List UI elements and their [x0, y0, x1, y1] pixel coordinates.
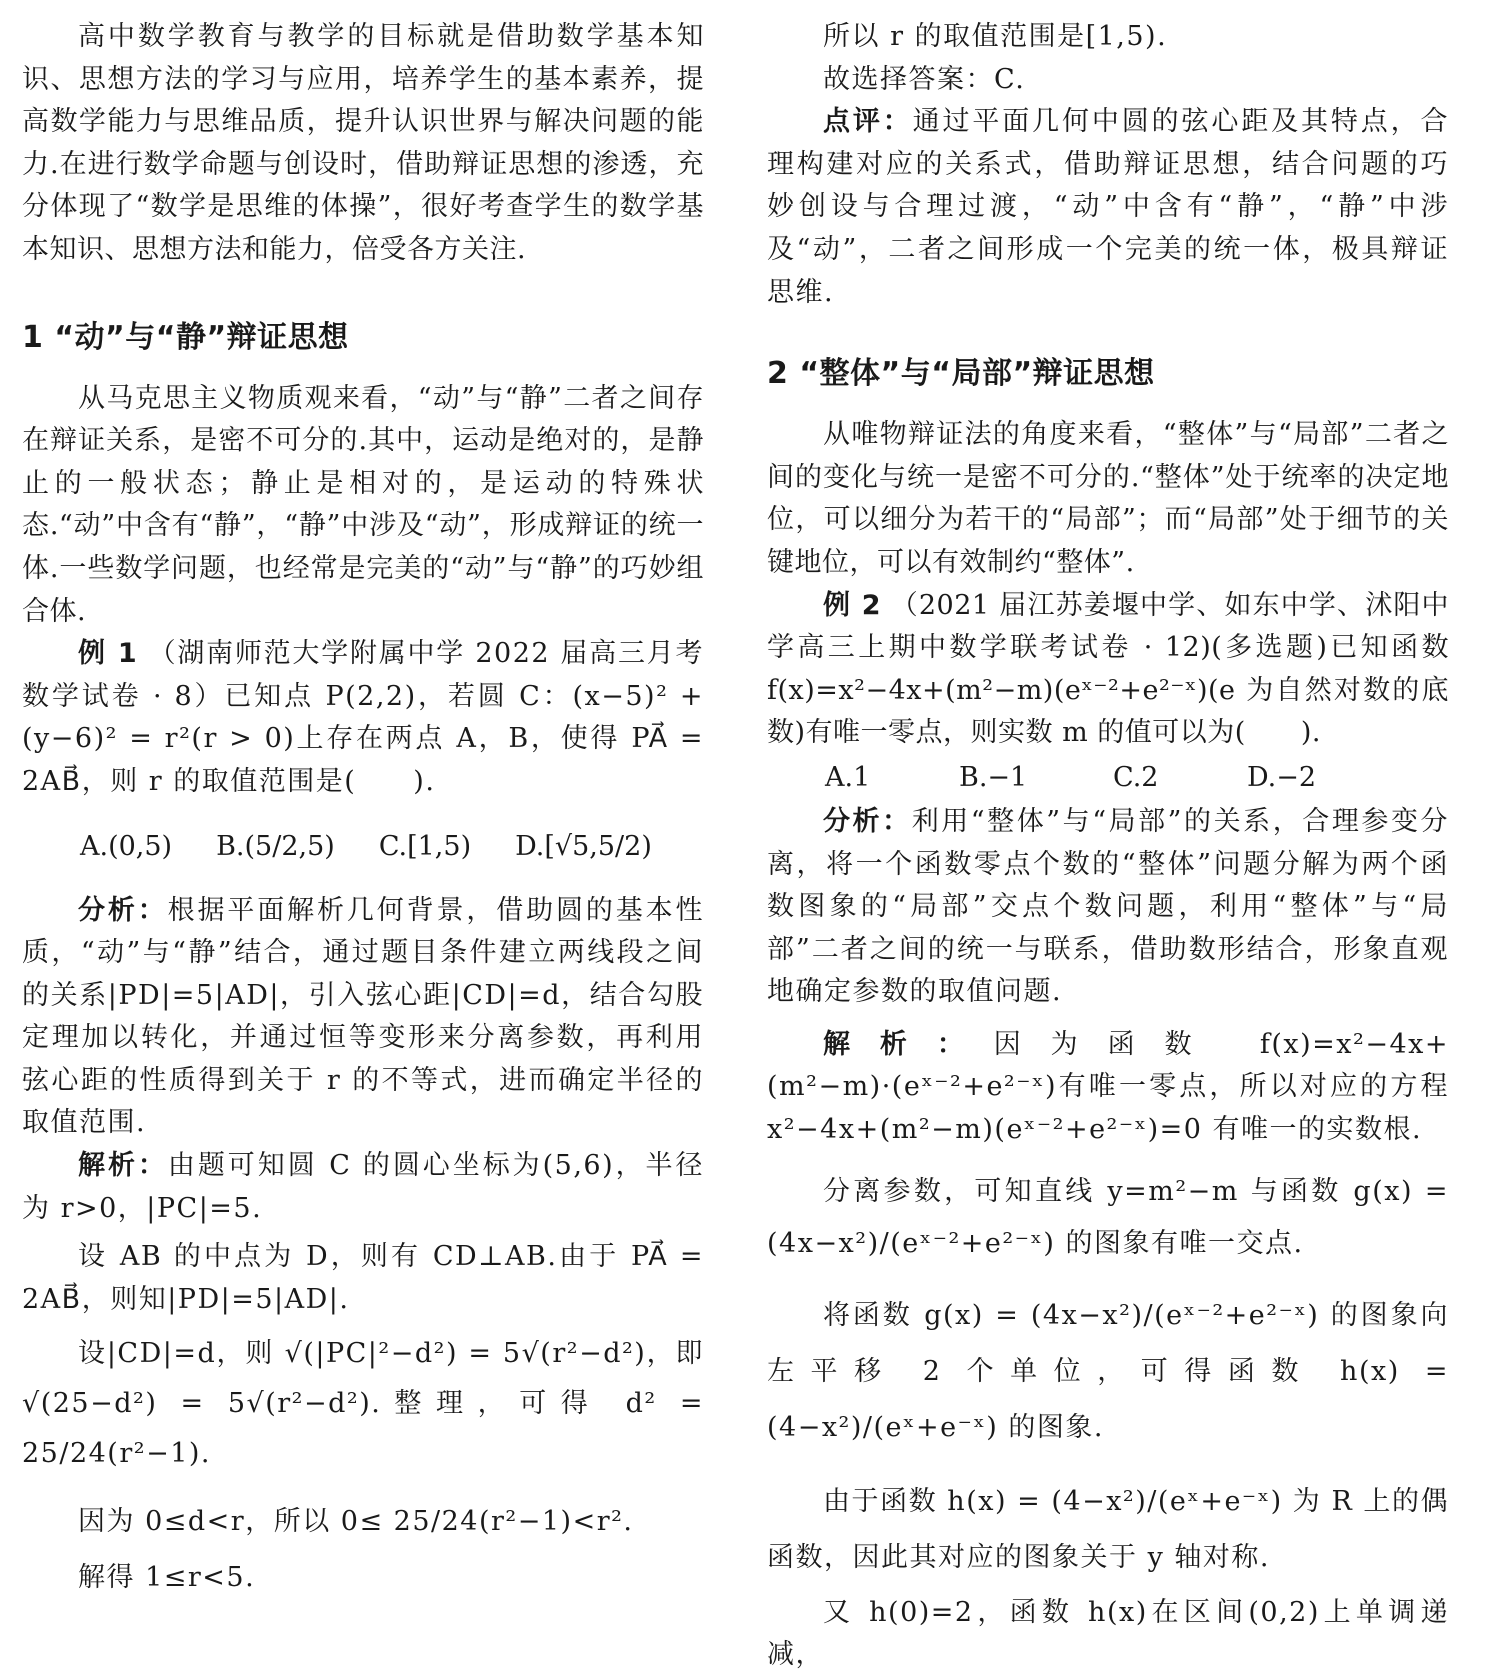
option: D.[√5,5/2) [515, 831, 652, 862]
solution-1-step-distance: 设|CD|=d，则 √(|PC|²−d²) = 5√(r²−d²)，即 √(25−d²) = 5√(r²−d²).整理，可得 d² = 25/24(r²−1). [22, 1338, 704, 1470]
example-1-text: （湖南师范大学附属中学 2022 届高三月考数学试卷 · 8）已知点 P(2,2)，若圆 C：(x−5)² + (y−6)² = r²(r > 0)上存在两点 A，B，使得 PA⃗ = 2AB⃗，则 r 的取值范围是( ). [22, 638, 704, 797]
example-1-options [22, 804, 704, 890]
solution-1-answer: 故选择答案：C. [823, 63, 1026, 95]
analysis-1-paragraph [22, 890, 704, 1146]
solution-1-step-inequality: 因为 0≤d<r，所以 0≤ 25/24(r²−1)<r². [78, 1506, 634, 1538]
option: D.−2 [1247, 762, 1317, 794]
analysis-1-text: 根据平面解析几何背景，借助圆的基本性质，“动”与“静”结合，通过题目条件建立两线段之间的关系|PD|=5|AD|，引入弦心距|CD|=d，结合勾股定理加以转化，并通过恒等变形来分离参数，再利用弦心距的性质得到关于 r 的不等式，进而确定半径的取值范围. [22, 894, 704, 1139]
example-2-text: （2021 届江苏姜堰中学、如东中学、沭阳中学高三上期中数学联考试卷 · 12)(多选题)已知函数 f(x)=x²−4x+(m²−m)(eˣ⁻²+e²⁻ˣ)(e 为自然对数的底数)有唯一零点，则实数 m 的值可以为( ). [767, 589, 1449, 749]
solution-1-paragraph [22, 1145, 704, 1230]
example-2-question [767, 585, 1449, 755]
left-column [22, 0, 704, 1600]
solution-1-range: 所以 r 的取值范围是[1,5). [823, 21, 1168, 52]
solution-1-step-midpoint: 设 AB 的中点为 D，则有 CD⊥AB.由于 PA⃗ = 2AB⃗，则知|PD|=5|AD|. [22, 1241, 704, 1315]
solution-1-step-result: 解得 1≤r<5. [78, 1562, 256, 1594]
option: A.(0,5) [80, 831, 173, 862]
section-1-intro: 从马克思主义物质观来看，“动”与“静”二者之间存在辩证关系，是密不可分的.其中，运动是绝对的，是静止的一般状态；静止是相对的，是运动的特殊状态.“动”中含有“静”，“静”中涉及“动”，形成辩证的统一体.一些数学问题，也经常是完美的“动”与“静”的巧妙组合体. [22, 382, 704, 627]
option: A.1 [825, 762, 871, 794]
analysis-2-text: 利用“整体”与“局部”的关系，合理参变分离，将一个函数零点个数的“整体”问题分解为两个函数图象的“局部”交点个数问题，利用“整体”与“局部”二者之间的统一与联系，借助数形结合，形象直观地确定参数的取值问题. [767, 805, 1450, 1008]
example-1-question [22, 633, 704, 803]
section-2-intro: 从唯物辩证法的角度来看，“整体”与“局部”二者之间的变化与统一是密不可分的.“整体”处于统率的决定地位，可以细分为若干的“局部”；而“局部”处于细节的关键地位，可以有效制约“整体”. [767, 419, 1449, 578]
section-1-heading: 1 “动”与“静”辩证思想 [22, 319, 349, 355]
solution-label: 解析： [78, 1150, 168, 1182]
comment-text: 通过平面几何中圆的弦心距及其特点，合理构建对应的关系式，借助辩证思想，结合问题的巧妙创设与合理过渡，“动”中含有“静”，“静”中涉及“动”，二者之间形成一个完美的统一体，极具辩证思维. [767, 106, 1449, 308]
analysis-label: 分析： [78, 894, 168, 926]
option: C.[1,5) [378, 831, 472, 862]
solution-2-step-separate: 分离参数，可知直线 y=m²−m 与函数 g(x) = (4x−x²)/(eˣ⁻²+e²⁻ˣ) 的图象有唯一交点. [767, 1175, 1449, 1259]
option: B.−1 [959, 762, 1028, 794]
solution-2-step-shift: 将函数 g(x) = (4x−x²)/(eˣ⁻²+e²⁻ˣ) 的图象向左平移 2 个单位，可得函数 h(x) = (4−x²)/(eˣ+e⁻ˣ) 的图象. [767, 1299, 1449, 1443]
analysis-2-paragraph [767, 801, 1449, 1014]
solution-1-text: 由题可知圆 C 的圆心坐标为(5,6)，半径为 r>0，|PC|=5. [22, 1150, 704, 1224]
option: B.(5/2,5) [216, 831, 335, 862]
section-2-heading: 2 “整体”与“局部”辩证思想 [767, 356, 1155, 392]
solution-2-step-even: 由于函数 h(x) = (4−x²)/(eˣ+e⁻ˣ) 为 R 上的偶函数，因此其对应的图象关于 y 轴对称. [767, 1485, 1449, 1573]
comment-paragraph [767, 101, 1449, 314]
solution-2-step-monotone: 又 h(0)=2，函数 h(x)在区间(0,2)上单调递减， [767, 1596, 1449, 1671]
solution-label: 解析： [823, 1028, 994, 1060]
option: C.2 [1113, 762, 1159, 794]
example-2-options [767, 755, 1449, 801]
right-column [767, 0, 1449, 1677]
analysis-label: 分析： [823, 805, 912, 837]
example-2-label: 例 2 [823, 589, 881, 621]
comment-label: 点评： [823, 106, 913, 138]
example-1-label: 例 1 [78, 638, 139, 670]
intro-paragraph: 高中数学教育与教学的目标就是借助数学基本知识、思想方法的学习与应用，培养学生的基本素养，提高数学能力与思维品质，提升认识世界与解决问题的能力.在进行数学命题与创设时，借助辩证思想的渗透，充分体现了“数学是思维的体操”，很好考查学生的数学基本知识、思想方法和能力，倍受各方关注. [22, 21, 704, 265]
solution-2-text: 因为函数 f(x)=x²−4x+(m²−m)·(eˣ⁻²+e²⁻ˣ)有唯一零点，所以对应的方程 x²−4x+(m²−m)(eˣ⁻²+e²⁻ˣ)=0 有唯一的实数根. [767, 1028, 1450, 1146]
solution-2-paragraph [767, 1024, 1449, 1152]
